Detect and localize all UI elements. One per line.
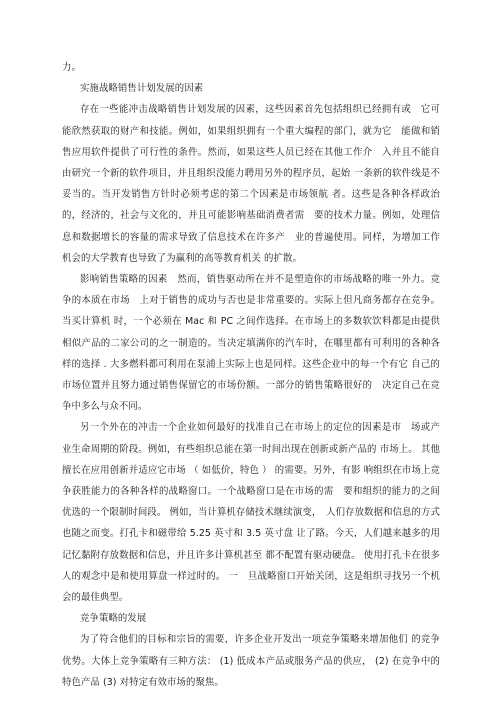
section-heading-competitive-strategy: 竞争策略的发展: [80, 613, 147, 625]
document-body: [62, 57, 450, 693]
paragraph-sales-strategy: 影响销售策略的因素 然而，销售驱动所在并不是塑造你的市场战略的唯一外力。竞争的本质在市场 上对于销售的成功与否也是非常重要的。实际上但凡商务都存在竞争。当买计算机 时，一个必须在 Mac 和 PC 之间作选择。在市场上的多数软饮料都是由提供相似产品的二家公司的之一制造的。当决定填满你的汽车时，在哪里都有可利用的各种各 样的选择 . 大多燃料都可利用在泵浦上实际上也是同样。这些企业中的每一个有它 自己的市场位置并且努力通过销售保留它的市场份额。一部分的销售策略很好的 决定自己在竞争中多么与众不同。: [62, 274, 450, 413]
paragraph-continuation: 力。: [62, 62, 81, 73]
paragraph-competitive-strategy: 为了符合他们的目标和宗旨的需要，许多企业开发出一项竞争策略来增加他们 的竞争优势。大体上竞争策略有三种方法： (1) 低成本产品或服务产品的供应， (2) 在竞争中的特色产品 (3) 对特定有效市场的聚焦。: [62, 634, 440, 688]
paragraph-factors: 存在一些能冲击战略销售计划发展的因素，这些因素首先包括组织已经拥有或 它可能欣然获取的财产和技能。例如，如果组织拥有一个重大编程的部门，就为它 能做和销售应用软件提供了可行性的条件。然而，如果这些人员已经在其他工作介 入并且不能自由研究一个新的软件项目，并且组织没能力聘用另外的程序员，起始 一条新的软件线是不妥当的。当开发销售方针时必须考虑的第二个因素是市场领航 者。这些是各种各样政治的，经济的，社会与文化的，并且可能影响基础消费者需 要的技术力量。例如，处理信息和数据增长的容量的需求导致了信息技术在许多产 业的普遍使用。同样，为增加工作机会的大学教育也导致了为赢利的高等教育机关 的扩散。: [62, 104, 440, 264]
paragraph-strategic-window: 另一个外在的冲击一个企业如何最好的找准自己在市场上的定位的因素是市 场或产业生命周期的阶段。例如，有些组织总能在第一时间出现在创新或新产品的 市场上。 其他擅长在应用创新并适应它市场 （ 如低价，特色 ） 的需要。另外，有影 响组织在市场上竞争获胜能力的各种各样的战略窗口。一个战略窗口是在市场的需 要和组织的能力的之间优选的一个限制时间段。 例如，当计算机存储技术继续演变， 人们存放数据和信息的方式也随之而变。打孔卡和磁带给 5.25 英寸和 3.5 英寸盘 让了路。今天，人们越来越多的用记忆黏附存放数据和信息，并且许多计算机甚至 都不配置有驱动硬盘。 使用打孔卡在很多人的观念中是和使用算盘一样过时的。 一 旦战略窗口开始关闭，这是组织寻找另一个机会的最佳典型。: [62, 422, 440, 604]
section-heading-factors: 实施战略销售计划发展的因素: [80, 83, 204, 95]
